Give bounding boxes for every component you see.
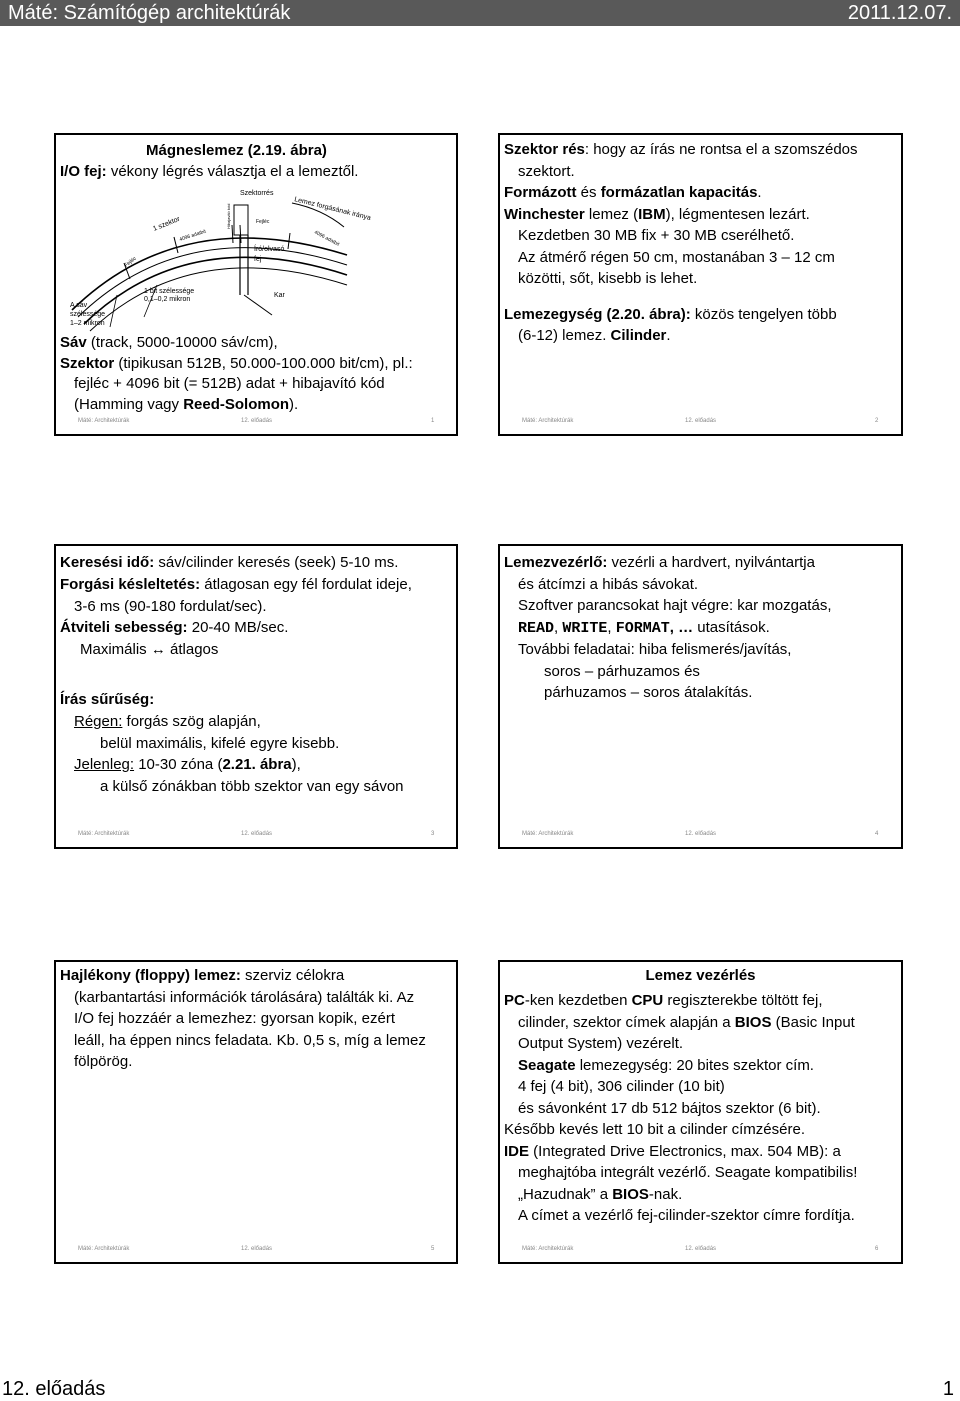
slide-6-body xyxy=(504,990,857,1227)
slide-2-line-4: Winchester lemez (IBM), légmentesen lezárt. xyxy=(504,205,810,223)
fig-bitszel2-label: 0,1–0,2 mikron xyxy=(144,296,191,303)
slide-6-line-4: Seagate lemezegység: 20 bites szektor cím. xyxy=(518,1056,814,1074)
slide-1-line-1: Sáv (track, 5000-10000 sáv/cm), xyxy=(60,334,278,351)
slide-6-line-2: cilinder, szektor címek alapján a BIOS (Basic Input xyxy=(518,1013,855,1031)
slide-3-line-1: Keresési idő: sáv/cilinder keresés (seek) 5-10 ms. xyxy=(60,554,399,571)
slide-5-line-1: Hajlékony (floppy) lemez: szerviz célokra xyxy=(60,967,345,984)
slide-3-body xyxy=(60,552,412,798)
slide-3-line-5: Maximális ↔ átlagos xyxy=(80,641,219,659)
slide-3 xyxy=(54,544,458,849)
fig-fejlec2-label: Fejléc xyxy=(256,219,270,225)
slide-2-line-6: Az átmérő régen 50 cm, mostanában 3 – 12 cm xyxy=(518,248,835,266)
fig-savszel1-label: A sáv xyxy=(70,302,88,309)
header-date: 2011.12.07. xyxy=(847,2,952,24)
slide-1-line-3: fejléc + 4096 bit (= 512B) adat + hibajavító kód xyxy=(74,375,385,392)
slide-1-io-line: I/O fej: vékony légrés választja el a lemeztől. xyxy=(60,163,359,180)
slide-2-line-1: Szektor rés: hogy az írás ne rontsa el a szomszédos xyxy=(504,141,858,158)
slide-4-line-5: További feladatai: hiba felismerés/javítás, xyxy=(518,641,792,658)
slide-2-footer-page: 2 xyxy=(875,418,879,424)
slide-6 xyxy=(498,960,903,1264)
slide-2-line-9: (6-12) lemez. Cilinder. xyxy=(518,327,671,344)
slide-4-footer-author: Máté: Architektúrák xyxy=(522,831,574,837)
slide-2-body xyxy=(504,139,858,347)
slide-6-title: Lemez vezérlés xyxy=(645,967,756,984)
page-footer-lecture: 12. előadás xyxy=(2,1378,106,1400)
slide-5-line-5: fölpörög. xyxy=(74,1053,133,1070)
fig-savszel3-label: 1–2 mikron xyxy=(70,320,105,327)
slide-5-line-2: (karbantartási információk tárolására) találták ki. Az xyxy=(74,988,415,1006)
slide-2-line-5: Kezdetben 30 MB fix + 30 MB cserélhető. xyxy=(518,227,795,244)
page-footer-number: 1 xyxy=(942,1378,954,1400)
slide-6-line-6: és sávonként 17 db 512 bájtos szektor (6 bit). xyxy=(518,1099,821,1117)
header-title: Máté: Számítógép architektúrák xyxy=(8,2,291,24)
fig-bits1-label: 4096 adatbit xyxy=(178,228,207,243)
fig-fejlec1-label: Fejléc xyxy=(123,255,138,269)
slide-3-line-7: Régen: forgás szög alapján, xyxy=(74,712,261,730)
slide-3-footer-author: Máté: Architektúrák xyxy=(78,831,130,837)
slide-1-body xyxy=(60,333,413,415)
slide-6-line-3: Output System) vezérelt. xyxy=(518,1035,684,1052)
slide-2-line-2: szektort. xyxy=(518,162,575,180)
fig-szektorres-label: Szektorrés xyxy=(240,190,274,197)
fig-ecc-label: Hibajavító kód xyxy=(226,203,231,229)
slide-2-footer-lecture: 12. előadás xyxy=(685,418,717,424)
slide-3-line-8: belül maximális, kifelé egyre kisebb. xyxy=(100,734,340,752)
slide-6-line-8: IDE (Integrated Drive Electronics, max. 504 MB): a xyxy=(504,1142,841,1160)
slide-1-footer-lecture: 12. előadás xyxy=(241,418,273,424)
slide-5-footer-page: 5 xyxy=(431,1246,435,1252)
slide-1-footer-page: 1 xyxy=(431,418,435,424)
slide-4-line-2: és átcímzi a hibás sávokat. xyxy=(518,575,699,593)
slide-4 xyxy=(498,544,903,849)
slide-1-title: Mágneslemez (2.19. ábra) xyxy=(146,142,327,159)
slide-4-line-4: READ, WRITE, FORMAT, … utasítások. xyxy=(518,618,770,637)
fig-lemez-irany-label: Lemez forgásának iránya xyxy=(293,196,372,222)
disk-figure xyxy=(62,185,372,335)
slide-6-line-1: PC-ken kezdetben CPU regiszterekbe töltött fej, xyxy=(504,992,823,1009)
slide-3-footer-page: 3 xyxy=(431,831,435,837)
slide-5 xyxy=(54,960,458,1264)
slide-5-footer-author: Máté: Architektúrák xyxy=(78,1246,130,1252)
slide-5-line-4: leáll, ha éppen nincs feladata. Kb. 0,5 s, míg a lemez xyxy=(74,1031,426,1049)
fig-szektor-label: 1 szektor xyxy=(152,215,182,233)
slide-1-line-4: (Hamming vagy Reed-Solomon). xyxy=(74,395,299,413)
slide-6-line-9: meghajtóba integrált vezérlő. Seagate kompatibilis! xyxy=(518,1164,858,1181)
slide-6-line-11: A címet a vezérlő fej-cilinder-szektor címre fordítja. xyxy=(518,1207,855,1224)
slide-2-footer-author: Máté: Architektúrák xyxy=(522,418,574,424)
slide-6-footer-lecture: 12. előadás xyxy=(685,1246,717,1252)
page-header xyxy=(0,0,960,26)
slide-4-footer-page: 4 xyxy=(875,831,879,837)
slide-3-line-3: 3-6 ms (90-180 fordulat/sec). xyxy=(74,597,267,615)
slide-4-body xyxy=(504,552,831,704)
slide-3-line-4: Átviteli sebesség: 20-40 MB/sec. xyxy=(60,619,289,637)
slide-5-body xyxy=(60,965,426,1073)
slide-3-line-6: Írás sűrűség: xyxy=(60,690,155,708)
slide-1 xyxy=(54,133,458,436)
slide-5-line-3: I/O fej hozzáér a lemezhez: gyorsan kopik, ezért xyxy=(74,1010,395,1027)
slide-3-line-10: a külső zónákban több szektor van egy sávon xyxy=(100,778,404,796)
slide-2-line-8: Lemezegység (2.20. ábra): közös tengelyen több xyxy=(504,305,837,323)
slide-3-line-2: Forgási késleltetés: átlagosan egy fél fordulat ideje, xyxy=(60,575,412,593)
slide-6-line-7: Később kevés lett 10 bit a cilinder címzésére. xyxy=(504,1121,805,1138)
slide-4-line-3: Szoftver parancsokat hajt végre: kar mozgatás, xyxy=(518,597,832,614)
fig-bits2-label: 4096 adatbit xyxy=(313,229,341,248)
fig-savszel2-label: szélessége xyxy=(70,311,106,318)
fig-fej-label: fej xyxy=(254,256,262,263)
slide-1-footer-author: Máté: Architektúrák xyxy=(78,418,130,424)
slide-3-line-9: Jelenleg: 10-30 zóna (2.21. ábra), xyxy=(74,756,301,774)
slide-3-footer-lecture: 12. előadás xyxy=(241,831,273,837)
slide-5-footer-lecture: 12. előadás xyxy=(241,1246,273,1252)
slide-2-line-7: közötti, sőt, kisebb is lehet. xyxy=(518,270,698,287)
slide-4-line-1: Lemezvezérlő: vezérli a hardvert, nyilvántartja xyxy=(504,554,815,571)
slide-4-footer-lecture: 12. előadás xyxy=(685,831,717,837)
slide-4-line-7: párhuzamos – soros átalakítás. xyxy=(544,684,753,701)
fig-kar-label: Kar xyxy=(274,292,285,299)
slide-1-line-2: Szektor (tipikusan 512B, 50.000-100.000 bit/cm), pl.: xyxy=(60,354,413,372)
slide-4-line-6: soros – párhuzamos és xyxy=(544,662,700,680)
fig-bitszel1-label: 1 bit szélessége xyxy=(144,288,195,295)
slide-2 xyxy=(498,133,903,436)
fig-iro-olvaso-label: Író/olvasó xyxy=(254,246,285,253)
slide-6-line-5: 4 fej (4 bit), 306 cilinder (10 bit) xyxy=(518,1078,725,1095)
slide-6-footer-author: Máté: Architektúrák xyxy=(522,1246,574,1252)
slide-6-line-10: „Hazudnak” a BIOS-nak. xyxy=(518,1185,683,1203)
slide-6-footer-page: 6 xyxy=(875,1246,879,1252)
slide-2-line-3: Formázott és formázatlan kapacitás. xyxy=(504,184,762,201)
